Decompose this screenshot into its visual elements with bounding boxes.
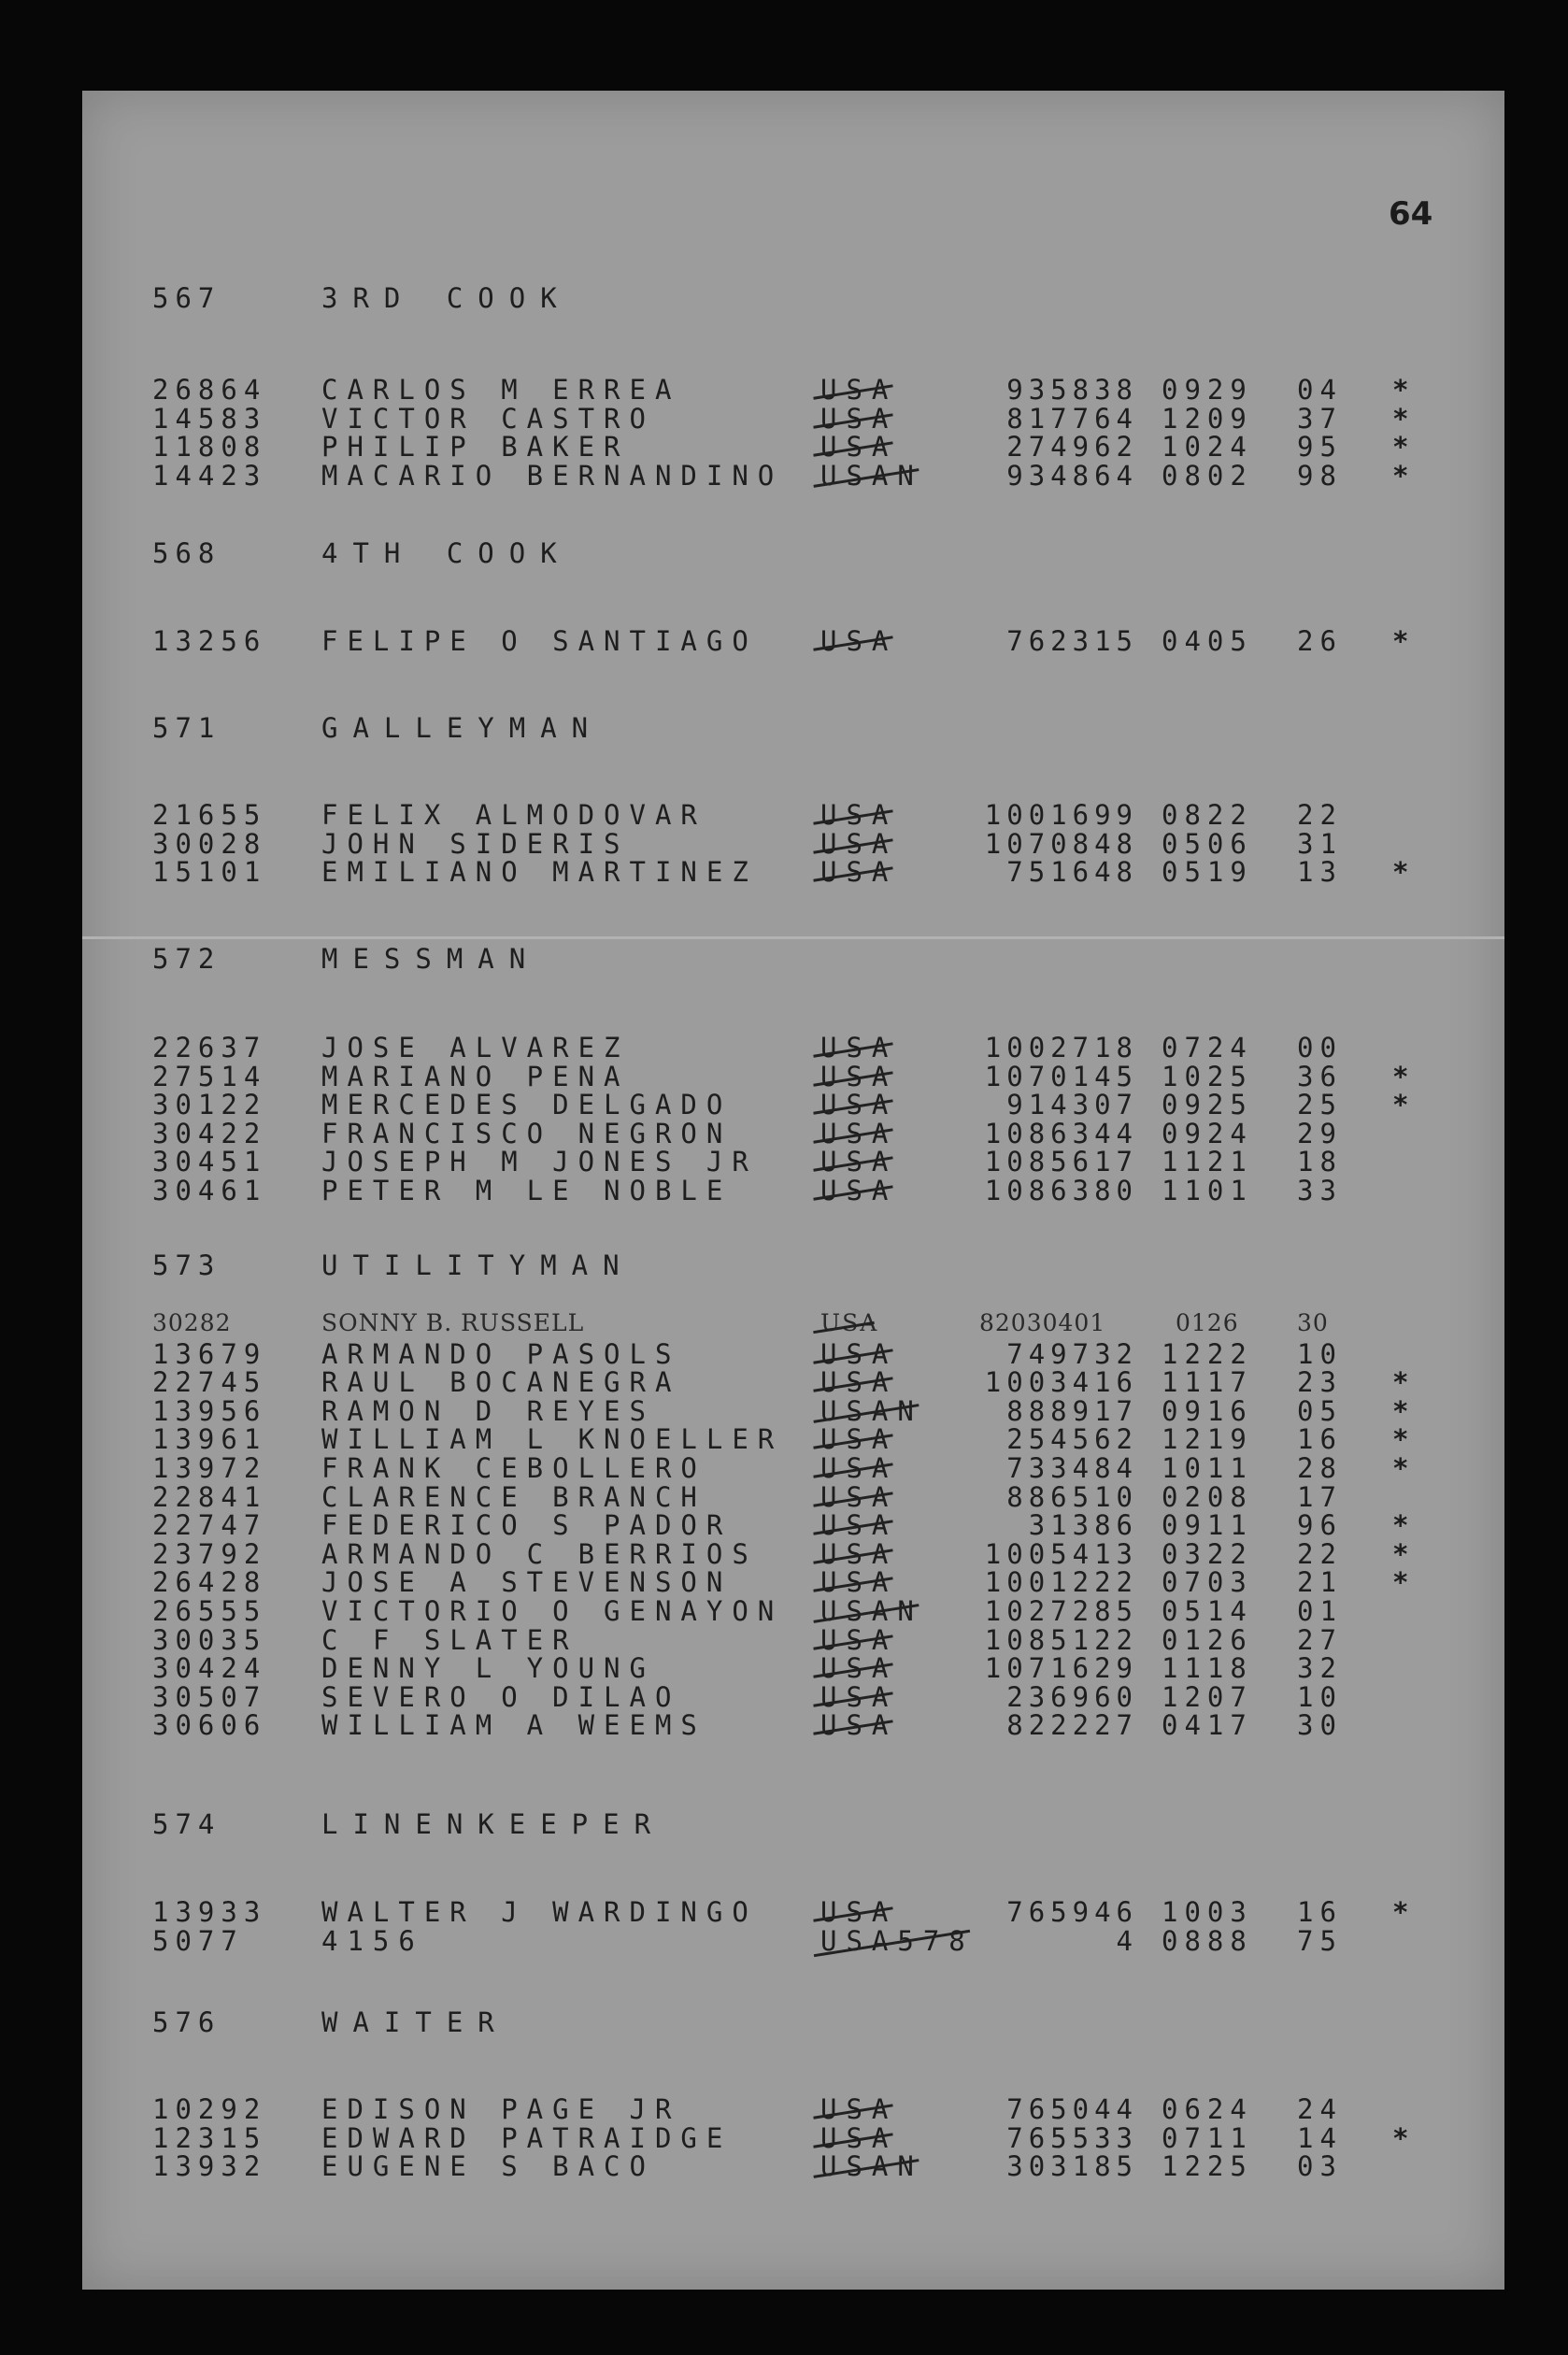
document-number: 1085617 — [984, 1146, 1138, 1178]
date-code: 1011 — [1162, 1452, 1253, 1484]
citizenship: USA — [820, 1566, 898, 1599]
citizenship: USAN — [820, 1595, 923, 1627]
citizenship: USA — [820, 1509, 898, 1542]
employee-id: 26428 — [152, 1566, 267, 1599]
date-code: 1025 — [1162, 1060, 1253, 1092]
employee-name: MARIANO PENA — [321, 1060, 630, 1092]
asterisk-mark: * — [1392, 1366, 1409, 1399]
asterisk-mark: * — [1392, 1423, 1409, 1456]
employee-id: 13256 — [152, 625, 267, 657]
employee-id: 23792 — [152, 1537, 267, 1570]
asterisk-mark: * — [1392, 1566, 1409, 1599]
section-code: 568 — [152, 537, 221, 569]
employee-id: 22747 — [152, 1509, 267, 1542]
date-code: 1118 — [1162, 1652, 1253, 1685]
citizenship: USA — [820, 1366, 898, 1399]
citizenship: USA — [820, 1117, 898, 1149]
document-number: 817764 — [1006, 402, 1138, 435]
employee-name: MACARIO BERNANDINO — [321, 459, 784, 492]
asterisk-mark: * — [1392, 1452, 1409, 1484]
employee-name: ARMANDO PASOLS — [321, 1337, 681, 1370]
date-code: 0514 — [1162, 1595, 1253, 1627]
document-number: 886510 — [1006, 1480, 1138, 1513]
document-number: 254562 — [1006, 1423, 1138, 1456]
employee-name: FRANK CEBOLLERO — [321, 1452, 706, 1484]
employee-name: RAMON D REYES — [321, 1394, 655, 1427]
employee-name: FELIPE O SANTIAGO — [321, 625, 758, 657]
document-number: 914307 — [1006, 1089, 1138, 1121]
employee-id: 30606 — [152, 1709, 267, 1742]
year-code: 22 — [1297, 799, 1343, 831]
asterisk-mark: * — [1392, 1060, 1409, 1092]
employee-id: 30282 — [152, 1309, 232, 1336]
employee-id: 14583 — [152, 402, 267, 435]
document-number: 1086380 — [984, 1175, 1138, 1206]
asterisk-mark: * — [1392, 1509, 1409, 1542]
section-code: 573 — [152, 1249, 221, 1281]
employee-name: PETER M LE NOBLE — [321, 1175, 733, 1206]
citizenship: USA — [820, 1309, 879, 1336]
employee-id: 13932 — [152, 2150, 267, 2183]
employee-name: FEDERICO S PADOR — [321, 1509, 733, 1542]
section-code: 567 — [152, 282, 221, 314]
document-number: 1005413 — [984, 1537, 1138, 1570]
date-code: 0322 — [1162, 1537, 1253, 1570]
citizenship: USA — [820, 402, 898, 435]
document-number: 822227 — [1006, 1709, 1138, 1742]
document-number: 1070145 — [984, 1060, 1138, 1092]
employee-name: WALTER J WARDINGO — [321, 1896, 758, 1928]
roster-row — [82, 625, 1504, 659]
employee-id: 13933 — [152, 1896, 267, 1928]
employee-id: 30035 — [152, 1623, 267, 1656]
employee-name: ARMANDO C BERRIOS — [321, 1537, 758, 1570]
employee-id: 13679 — [152, 1337, 267, 1370]
employee-name: CLARENCE BRANCH — [321, 1480, 706, 1513]
date-code: 0925 — [1162, 1089, 1253, 1121]
citizenship: USA — [820, 799, 898, 831]
employee-name: VICTOR CASTRO — [321, 402, 655, 435]
employee-name: EDWARD PATRAIDGE — [321, 2121, 733, 2154]
year-code: 25 — [1297, 1089, 1343, 1121]
employee-id: 10292 — [152, 2093, 267, 2125]
employee-id: 15101 — [152, 856, 267, 889]
citizenship: USA — [820, 1175, 898, 1206]
roster-row — [82, 460, 1504, 493]
citizenship: USA — [820, 1452, 898, 1484]
citizenship: USAN — [820, 1394, 923, 1427]
section-title: WAITER — [321, 2006, 509, 2038]
employee-id: 5077 — [152, 1924, 244, 1957]
employee-name: EDISON PAGE JR — [321, 2093, 681, 2125]
section-code: 576 — [152, 2006, 221, 2038]
date-code: 0405 — [1162, 625, 1253, 657]
asterisk-mark: * — [1392, 1537, 1409, 1570]
section-code: 571 — [152, 712, 221, 744]
year-code: 13 — [1297, 856, 1343, 889]
date-code: 1117 — [1162, 1366, 1253, 1399]
year-code: 01 — [1297, 1595, 1343, 1627]
employee-id: 30451 — [152, 1146, 267, 1178]
year-code: 75 — [1297, 1924, 1343, 1957]
year-code: 16 — [1297, 1896, 1343, 1928]
document-number: 1001699 — [984, 799, 1138, 831]
year-code: 26 — [1297, 625, 1343, 657]
document-number: 1027285 — [984, 1595, 1138, 1627]
employee-id: 30461 — [152, 1175, 267, 1206]
year-code: 14 — [1297, 2121, 1343, 2154]
year-code: 00 — [1297, 1032, 1343, 1063]
employee-name: RAUL BOCANEGRA — [321, 1366, 681, 1399]
date-code: 0417 — [1162, 1709, 1253, 1742]
employee-name: JOSE A STEVENSON — [321, 1566, 733, 1599]
employee-name: SONNY B. RUSSELL — [321, 1309, 585, 1336]
date-code: 0624 — [1162, 2093, 1253, 2125]
document-number: 751648 — [1006, 856, 1138, 889]
section-code: 574 — [152, 1808, 221, 1840]
citizenship: USAN — [820, 459, 923, 492]
asterisk-mark: * — [1392, 1089, 1409, 1121]
employee-id: 22637 — [152, 1032, 267, 1063]
year-code: 96 — [1297, 1509, 1343, 1542]
year-code: 28 — [1297, 1452, 1343, 1484]
asterisk-mark: * — [1392, 2121, 1409, 2154]
year-code: 18 — [1297, 1146, 1343, 1178]
year-code: 10 — [1297, 1337, 1343, 1370]
document-number: 1003416 — [984, 1366, 1138, 1399]
document-number: 303185 — [1006, 2150, 1138, 2183]
citizenship: USA — [820, 1337, 898, 1370]
document-number: 765044 — [1006, 2093, 1138, 2125]
employee-id: 13972 — [152, 1452, 267, 1484]
employee-id: 26864 — [152, 374, 267, 406]
document-number: 1086344 — [984, 1117, 1138, 1149]
document-number: 4 — [1116, 1924, 1138, 1957]
date-code: 0519 — [1162, 856, 1253, 889]
page-number: 64 — [1389, 195, 1433, 233]
date-code: 1209 — [1162, 402, 1253, 435]
citizenship: USA — [820, 856, 898, 889]
document-number: 765946 — [1006, 1896, 1138, 1928]
year-code: 30 — [1297, 1709, 1343, 1742]
year-code: 16 — [1297, 1423, 1343, 1456]
date-code: 0126 — [1176, 1309, 1239, 1336]
citizenship: USA — [820, 1089, 898, 1121]
asterisk-mark: * — [1392, 402, 1409, 435]
section-header — [82, 537, 1504, 571]
asterisk-mark: * — [1392, 1896, 1409, 1928]
year-code: 37 — [1297, 402, 1343, 435]
citizenship: USA — [820, 1146, 898, 1178]
section-title: 3RD COOK — [321, 282, 572, 314]
paper-fold — [82, 936, 1504, 939]
section-title: LINENKEEPER — [321, 1808, 666, 1840]
section-header — [82, 1808, 1504, 1842]
citizenship: USA — [820, 1537, 898, 1570]
date-code: 1121 — [1162, 1146, 1253, 1178]
employee-id: 30422 — [152, 1117, 267, 1149]
employee-name: 4156 — [321, 1924, 424, 1957]
date-code: 1207 — [1162, 1680, 1253, 1713]
employee-id: 27514 — [152, 1060, 267, 1092]
citizenship: USA — [820, 625, 898, 657]
asterisk-mark: * — [1392, 625, 1409, 657]
date-code: 0924 — [1162, 1117, 1253, 1149]
section-title: MESSMAN — [321, 943, 541, 975]
date-code: 0208 — [1162, 1480, 1253, 1513]
employee-id: 22745 — [152, 1366, 267, 1399]
year-code: 23 — [1297, 1366, 1343, 1399]
citizenship: USA — [820, 1060, 898, 1092]
citizenship: USA — [820, 374, 898, 406]
citizenship: USA — [820, 1032, 898, 1063]
year-code: 32 — [1297, 1652, 1343, 1685]
employee-name: FRANCISCO NEGRON — [321, 1117, 733, 1149]
section-header — [82, 1249, 1504, 1283]
employee-name: DENNY L YOUNG — [321, 1652, 655, 1685]
roster-row — [82, 2150, 1504, 2184]
roster-row — [82, 856, 1504, 890]
employee-id: 14423 — [152, 459, 267, 492]
citizenship: USAN — [820, 2150, 923, 2183]
asterisk-mark: * — [1392, 1394, 1409, 1427]
employee-id: 22841 — [152, 1480, 267, 1513]
date-code: 0911 — [1162, 1509, 1253, 1542]
date-code: 0929 — [1162, 374, 1253, 406]
year-code: 95 — [1297, 431, 1343, 464]
document-number: 1002718 — [984, 1032, 1138, 1063]
employee-id: 30122 — [152, 1089, 267, 1121]
year-code: 22 — [1297, 1537, 1343, 1570]
document-page — [82, 91, 1504, 2290]
year-code: 10 — [1297, 1680, 1343, 1713]
date-code: 0916 — [1162, 1394, 1253, 1427]
date-code: 0711 — [1162, 2121, 1253, 2154]
employee-name: EUGENE S BACO — [321, 2150, 655, 2183]
date-code: 0888 — [1162, 1924, 1253, 1957]
employee-id: 11808 — [152, 431, 267, 464]
date-code: 1024 — [1162, 431, 1253, 464]
document-number: 236960 — [1006, 1680, 1138, 1713]
employee-name: EMILIANO MARTINEZ — [321, 856, 758, 889]
employee-name: CARLOS M ERREA — [321, 374, 681, 406]
citizenship: USA — [820, 827, 898, 860]
document-number: 935838 — [1006, 374, 1138, 406]
asterisk-mark: * — [1392, 459, 1409, 492]
employee-id: 30028 — [152, 827, 267, 860]
section-title: UTILITYMAN — [321, 1249, 634, 1281]
year-code: 27 — [1297, 1623, 1343, 1656]
date-code: 0724 — [1162, 1032, 1253, 1063]
year-code: 29 — [1297, 1117, 1343, 1149]
date-code: 0703 — [1162, 1566, 1253, 1599]
year-code: 21 — [1297, 1566, 1343, 1599]
date-code: 1003 — [1162, 1896, 1253, 1928]
document-number: 1071629 — [984, 1652, 1138, 1685]
citizenship: USA — [820, 1652, 898, 1685]
citizenship: USA — [820, 1709, 898, 1742]
employee-id: 30424 — [152, 1652, 267, 1685]
year-code: 98 — [1297, 459, 1343, 492]
date-code: 0126 — [1162, 1623, 1253, 1656]
date-code: 0802 — [1162, 459, 1253, 492]
asterisk-mark: * — [1392, 374, 1409, 406]
section-code: 572 — [152, 943, 221, 975]
section-header — [82, 943, 1504, 977]
section-title: GALLEYMAN — [321, 712, 604, 744]
citizenship: USA — [820, 1896, 898, 1928]
document-number: 274962 — [1006, 431, 1138, 464]
citizenship: USA — [820, 2093, 898, 2125]
roster-row — [82, 1925, 1504, 1959]
employee-name: FELIX ALMODOVAR — [321, 799, 706, 831]
document-number: 31386 — [1028, 1509, 1138, 1542]
citizenship: USA — [820, 1423, 898, 1456]
document-number: 1070848 — [984, 827, 1138, 860]
document-number: 888917 — [1006, 1394, 1138, 1427]
employee-name: WILLIAM A WEEMS — [321, 1709, 706, 1742]
employee-id: 13961 — [152, 1423, 267, 1456]
asterisk-mark: * — [1392, 431, 1409, 464]
employee-name: WILLIAM L KNOELLER — [321, 1423, 784, 1456]
year-code: 05 — [1297, 1394, 1343, 1427]
document-number: 733484 — [1006, 1452, 1138, 1484]
date-code: 1222 — [1162, 1337, 1253, 1370]
employee-id: 21655 — [152, 799, 267, 831]
document-number: 934864 — [1006, 459, 1138, 492]
employee-name: VICTORIO O GENAYON — [321, 1595, 784, 1627]
employee-name: JOHN SIDERIS — [321, 827, 630, 860]
employee-name: JOSE ALVAREZ — [321, 1032, 630, 1063]
citizenship: USA — [820, 1680, 898, 1713]
employee-id: 26555 — [152, 1595, 267, 1627]
year-code: 36 — [1297, 1060, 1343, 1092]
citizenship: USA — [820, 1623, 898, 1656]
year-code: 17 — [1297, 1480, 1343, 1513]
section-title: 4TH COOK — [321, 537, 572, 569]
year-code: 03 — [1297, 2150, 1343, 2183]
date-code: 1225 — [1162, 2150, 1253, 2183]
section-header — [82, 2006, 1504, 2040]
date-code: 0506 — [1162, 827, 1253, 860]
document-number: 765533 — [1006, 2121, 1138, 2154]
employee-id: 12315 — [152, 2121, 267, 2154]
section-header — [82, 712, 1504, 746]
year-code: 30 — [1297, 1309, 1329, 1336]
employee-name: JOSEPH M JONES JR — [321, 1146, 758, 1178]
employee-name: PHILIP BAKER — [321, 431, 630, 464]
employee-id: 30507 — [152, 1680, 267, 1713]
document-number: 1001222 — [984, 1566, 1138, 1599]
document-number: 762315 — [1006, 625, 1138, 657]
document-number: 1085122 — [984, 1623, 1138, 1656]
year-code: 04 — [1297, 374, 1343, 406]
citizenship: USA — [820, 431, 898, 464]
date-code: 0822 — [1162, 799, 1253, 831]
roster-row — [82, 1709, 1504, 1743]
roster-row — [82, 1175, 1504, 1208]
employee-name: SEVERO O DILAO — [321, 1680, 681, 1713]
section-header — [82, 282, 1504, 316]
document-number: 749732 — [1006, 1337, 1138, 1370]
citizenship: USA578 — [820, 1924, 975, 1957]
date-code: 1101 — [1162, 1175, 1253, 1206]
employee-name: MERCEDES DELGADO — [321, 1089, 733, 1121]
citizenship: USA — [820, 2121, 898, 2154]
date-code: 1219 — [1162, 1423, 1253, 1456]
citizenship: USA — [820, 1480, 898, 1513]
document-number: 82030401 — [979, 1309, 1106, 1336]
year-code: 31 — [1297, 827, 1343, 860]
employee-id: 13956 — [152, 1394, 267, 1427]
employee-name: C F SLATER — [321, 1623, 578, 1656]
asterisk-mark: * — [1392, 856, 1409, 889]
year-code: 33 — [1297, 1175, 1343, 1206]
year-code: 24 — [1297, 2093, 1343, 2125]
